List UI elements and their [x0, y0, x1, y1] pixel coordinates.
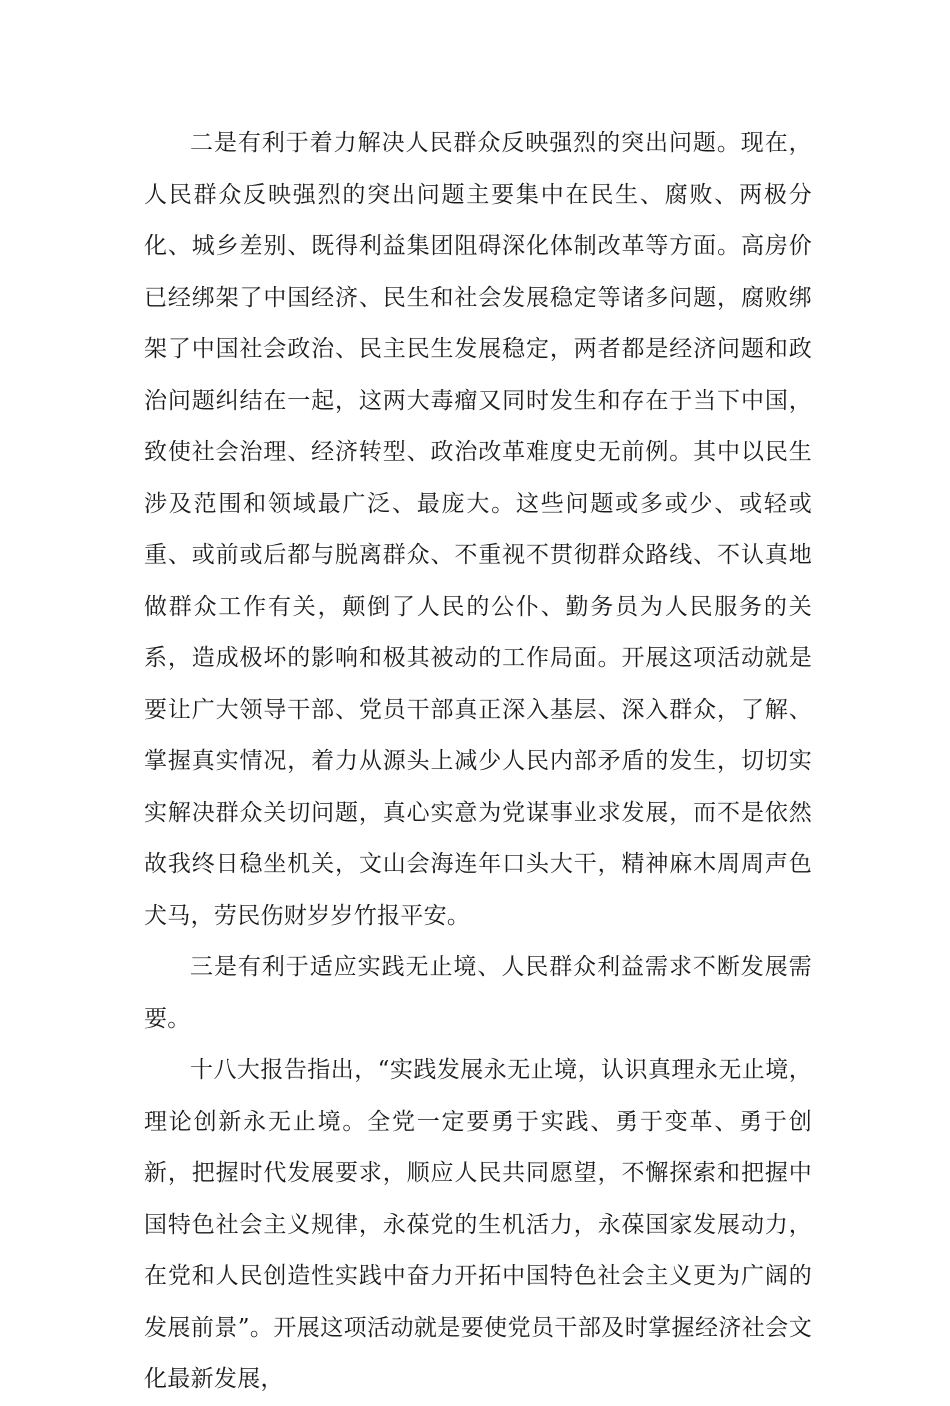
document-body: [144, 118, 812, 1406]
paragraph-practice-heading: 三是有利于适应实践无止境、人民群众利益需求不断发展需要。: [144, 954, 812, 1032]
paragraph-problems: 二是有利于着力解决人民群众反映强烈的突出问题。现在，人民群众反映强烈的突出问题主要集中在民生、腐败、两极分化、城乡差别、既得利益集团阻碍深化体制改革等方面。高房价已经绑架了中国经济、民生和社会发展稳定等诸多问题，腐败绑架了中国社会政治、民主民生发展稳定，两者都是经济问题和政治问题纠结在一起，这两大毒瘤又同时发生和存在于当下中国，致使社会治理、经济转型、政治改革难度史无前例。其中以民生涉及范围和领域最广泛、最庞大。这些问题或多或少、或轻或重、或前或后都与脱离群众、不重视不贯彻群众路线、不认真地做群众工作有关，颠倒了人民的公仆、勤务员为人民服务的关系，造成极坏的影响和极其被动的工作局面。开展这项活动就是要让广大领导干部、党员干部真正深入基层、深入群众，了解、掌握真实情况，着力从源头上减少人民内部矛盾的发生，切切实实解决群众关切问题，真心实意为党谋事业求发展，而不是依然故我终日稳坐机关，文山会海连年口头大干，精神麻木周周声色犬马，劳民伤财岁岁竹报平安。: [144, 130, 812, 929]
paragraph-report-quote: 十八大报告指出，“实践发展永无止境，认识真理永无止境，理论创新永无止境。全党一定要勇于实践、勇于变革、勇于创新，把握时代发展要求，顺应人民共同愿望，不懈探索和把握中国特色社会主义规律，永葆党的生机活力，永葆国家发展动力，在党和人民创造性实践中奋力开拓中国特色社会主义更为广阔的发展前景”。开展这项活动就是要使党员干部及时掌握经济社会文化最新发展，: [144, 1057, 812, 1392]
